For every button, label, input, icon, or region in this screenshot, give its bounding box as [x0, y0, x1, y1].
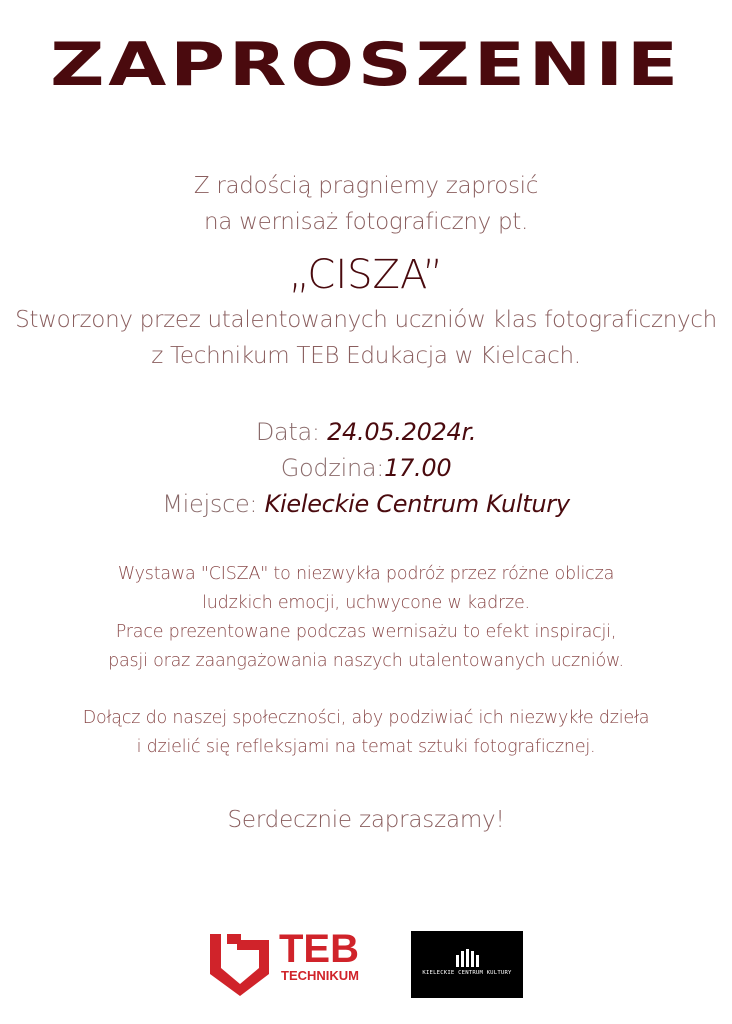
description-line-3: Prace prezentowane podczas wernisażu to efekt inspiracji, — [115, 622, 617, 642]
place-label: Miejsce: — [162, 490, 258, 518]
time-value: 17.00 — [384, 454, 452, 482]
kck-logo — [411, 931, 523, 998]
date-row — [0, 414, 732, 450]
created-line-2: z Technikum TEB Edukacja w Kielcach. — [151, 343, 581, 369]
time-label: Godzina: — [280, 454, 385, 482]
time-row — [0, 450, 732, 486]
event-details — [0, 414, 732, 522]
intro-line-2: na wernisaż fotograficzny pt. — [204, 209, 528, 235]
teb-logo-subtext: TECHNIKUM — [281, 968, 359, 983]
building-icon — [411, 941, 523, 971]
join-line-1: Dołącz do naszej społeczności, aby podziwiać ich niezwykłe dzieła — [82, 708, 650, 728]
invitation-title: ZAPROSZENIE — [50, 30, 682, 100]
place-row — [0, 486, 732, 522]
teb-shield-icon — [207, 928, 273, 998]
description-line-1: Wystawa "CISZA" to niezwykła podróż przez różne oblicza — [117, 564, 615, 584]
teb-technikum-logo — [207, 928, 377, 998]
kck-logo-text: KIELECKIE CENTRUM KULTURY — [422, 970, 512, 976]
teb-logo-text: TEB — [279, 927, 359, 971]
intro-text — [0, 168, 732, 240]
exhibit-name: „CISZA” — [288, 252, 444, 298]
date-label: Data: — [255, 418, 320, 446]
created-by-text — [0, 302, 732, 374]
created-line-1: Stworzony przez utalentowanych uczniów klas fotograficznych — [15, 307, 717, 333]
description-line-2: ludzkich emocji, uchwycone w kadrze. — [202, 593, 530, 613]
date-value: 24.05.2024r. — [327, 418, 477, 446]
join-line-2: i dzielić się refleksjami na temat sztuki fotograficznej. — [136, 737, 596, 757]
place-value: Kieleckie Centrum Kultury — [264, 490, 570, 518]
exhibition-description — [0, 560, 732, 676]
closing-text: Serdecznie zapraszamy! — [227, 807, 505, 833]
description-line-4: pasji oraz zaangażowania naszych utalentowanych uczniów. — [108, 651, 624, 671]
join-text — [0, 704, 732, 762]
intro-line-1: Z radością pragniemy zaprosić — [193, 173, 539, 199]
